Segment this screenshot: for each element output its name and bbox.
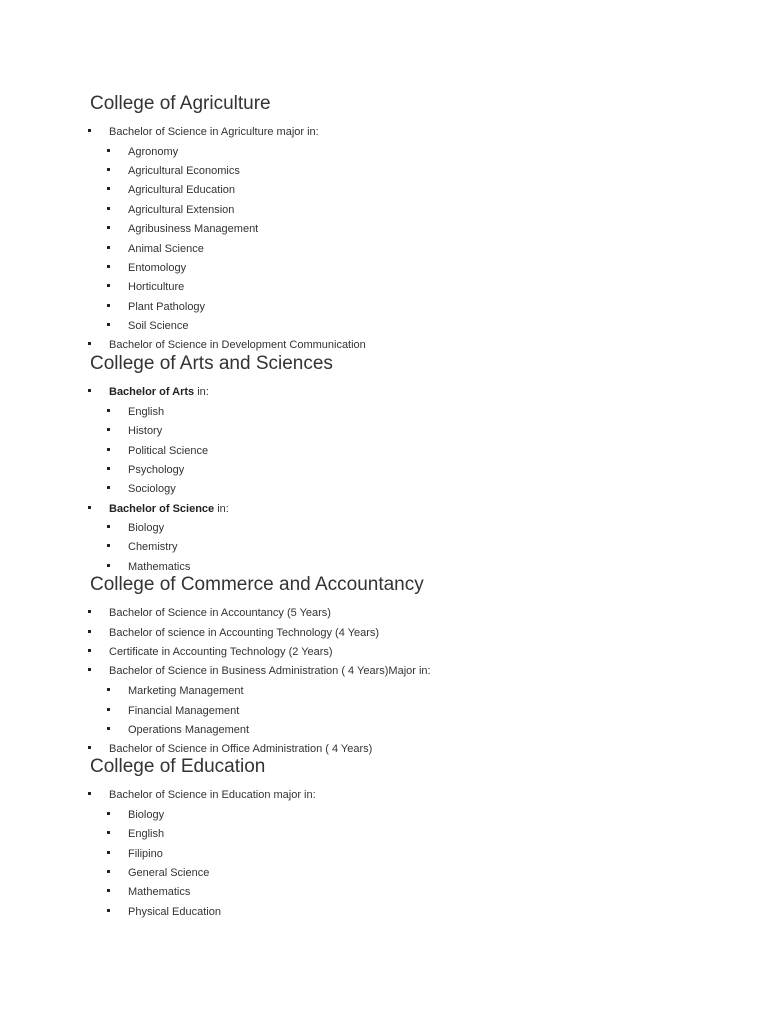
bullet-icon bbox=[107, 428, 110, 431]
list-item bbox=[128, 300, 205, 314]
list-item-label: Agricultural Economics bbox=[128, 165, 240, 177]
list-item-label: Sociology bbox=[128, 483, 176, 495]
list-item bbox=[128, 280, 184, 294]
bullet-icon bbox=[107, 851, 110, 854]
bullet-icon bbox=[107, 544, 110, 547]
list-item bbox=[128, 866, 209, 880]
bullet-icon bbox=[88, 630, 91, 633]
bullet-icon bbox=[107, 304, 110, 307]
college-title-education: College of Education bbox=[90, 756, 266, 777]
list-item bbox=[109, 502, 229, 516]
list-item bbox=[109, 742, 372, 756]
bullet-icon bbox=[107, 889, 110, 892]
list-item bbox=[109, 606, 331, 620]
bullet-icon bbox=[88, 792, 91, 795]
list-item-label: Certificate in Accounting Technology (2 Years) bbox=[109, 646, 333, 658]
list-item-label: English bbox=[128, 828, 165, 840]
bullet-icon bbox=[107, 168, 110, 171]
list-item-label: Bachelor of Science in Development Communication bbox=[109, 339, 366, 351]
bullet-icon bbox=[107, 187, 110, 190]
list-item-label: Marketing Management bbox=[128, 685, 244, 697]
college-title-arts-and-sciences: College of Arts and Sciences bbox=[90, 353, 333, 374]
bullet-icon bbox=[107, 149, 110, 152]
list-item bbox=[128, 521, 164, 535]
list-item-label: English bbox=[128, 406, 165, 418]
list-item-label: Agribusiness Management bbox=[128, 223, 259, 235]
bullet-icon bbox=[107, 226, 110, 229]
bullet-icon bbox=[107, 688, 110, 691]
list-item bbox=[128, 540, 178, 554]
list-item-label: Agricultural Education bbox=[128, 184, 236, 196]
list-item-label: Agricultural Extension bbox=[128, 204, 235, 216]
list-item bbox=[128, 463, 184, 477]
bullet-icon bbox=[107, 870, 110, 873]
bullet-icon bbox=[107, 727, 110, 730]
list-item bbox=[109, 385, 209, 399]
list-item bbox=[128, 424, 162, 438]
list-item bbox=[128, 905, 221, 919]
bullet-icon bbox=[88, 389, 91, 392]
list-item bbox=[128, 847, 163, 861]
list-item-label: Mathematics bbox=[128, 886, 191, 898]
bullet-icon bbox=[88, 746, 91, 749]
list-item bbox=[109, 626, 379, 640]
bullet-icon bbox=[107, 564, 110, 567]
list-item-label: Animal Science bbox=[128, 243, 204, 255]
list-item bbox=[128, 723, 249, 737]
list-item-label: Operations Management bbox=[128, 724, 250, 736]
list-item-label: General Science bbox=[128, 867, 210, 879]
list-item bbox=[128, 222, 258, 236]
list-item bbox=[128, 242, 204, 256]
list-item bbox=[128, 319, 189, 333]
bullet-icon bbox=[88, 506, 91, 509]
bullet-icon bbox=[107, 467, 110, 470]
bullet-icon bbox=[107, 284, 110, 287]
list-item-label: Bachelor of Science in Business Administration ( 4 Years)Major in: bbox=[109, 665, 431, 677]
list-item bbox=[128, 684, 244, 698]
list-item bbox=[109, 664, 431, 678]
bullet-icon bbox=[107, 265, 110, 268]
degree-name: Bachelor of Science bbox=[109, 503, 215, 515]
bullet-icon bbox=[88, 342, 91, 345]
list-item-label: Chemistry bbox=[128, 541, 178, 553]
list-item bbox=[128, 164, 240, 178]
list-item-label: Physical Education bbox=[128, 906, 221, 918]
list-item-label: Mathematics bbox=[128, 561, 191, 573]
list-item-label: Psychology bbox=[128, 464, 185, 476]
bullet-icon bbox=[107, 812, 110, 815]
list-item bbox=[128, 203, 234, 217]
list-item bbox=[128, 560, 190, 574]
list-item-label: Filipino bbox=[128, 848, 163, 860]
bullet-icon bbox=[107, 246, 110, 249]
bullet-icon bbox=[107, 909, 110, 912]
list-item bbox=[128, 808, 164, 822]
bullet-icon bbox=[107, 409, 110, 412]
list-item bbox=[128, 405, 164, 419]
list-item-label: Biology bbox=[128, 522, 165, 534]
college-title-commerce-and-accountancy: College of Commerce and Accountancy bbox=[90, 574, 424, 595]
list-item-label: in: bbox=[214, 503, 229, 515]
list-item bbox=[128, 261, 186, 275]
bullet-icon bbox=[107, 207, 110, 210]
list-item bbox=[128, 183, 235, 197]
bullet-icon bbox=[107, 486, 110, 489]
list-item bbox=[128, 704, 239, 718]
bullet-icon bbox=[88, 668, 91, 671]
list-item-label: Plant Pathology bbox=[128, 301, 206, 313]
list-item bbox=[109, 125, 319, 139]
bullet-icon bbox=[88, 649, 91, 652]
degree-name: Bachelor of Arts bbox=[109, 386, 195, 398]
list-item-label: Agronomy bbox=[128, 146, 179, 158]
list-item-label: in: bbox=[194, 386, 209, 398]
list-item-label: Bachelor of Science in Accountancy (5 Years) bbox=[109, 607, 331, 619]
list-item-label: Soil Science bbox=[128, 320, 189, 332]
list-item-label: Financial Management bbox=[128, 705, 240, 717]
list-item-label: Bachelor of Science in Education major in: bbox=[109, 789, 316, 801]
bullet-icon bbox=[107, 323, 110, 326]
college-title-agriculture: College of Agriculture bbox=[90, 93, 271, 114]
bullet-icon bbox=[107, 525, 110, 528]
list-item-label: Bachelor of Science in Agriculture major in: bbox=[109, 126, 319, 138]
list-item bbox=[109, 338, 366, 352]
list-item bbox=[128, 145, 178, 159]
bullet-icon bbox=[88, 610, 91, 613]
list-item bbox=[128, 482, 176, 496]
list-item-label: History bbox=[128, 425, 163, 437]
bullet-icon bbox=[88, 129, 91, 132]
list-item-label: Bachelor of science in Accounting Technology (4 Years) bbox=[109, 627, 380, 639]
bullet-icon bbox=[107, 831, 110, 834]
list-item-label: Bachelor of Science in Office Administration ( 4 Years) bbox=[109, 743, 373, 755]
bullet-icon bbox=[107, 448, 110, 451]
list-item bbox=[128, 885, 190, 899]
list-item-label: Entomology bbox=[128, 262, 187, 274]
list-item-label: Political Science bbox=[128, 445, 209, 457]
list-item-label: Biology bbox=[128, 809, 165, 821]
list-item bbox=[109, 788, 316, 802]
list-item-label: Horticulture bbox=[128, 281, 185, 293]
list-item bbox=[109, 645, 333, 659]
list-item bbox=[128, 444, 208, 458]
bullet-icon bbox=[107, 708, 110, 711]
list-item bbox=[128, 827, 164, 841]
